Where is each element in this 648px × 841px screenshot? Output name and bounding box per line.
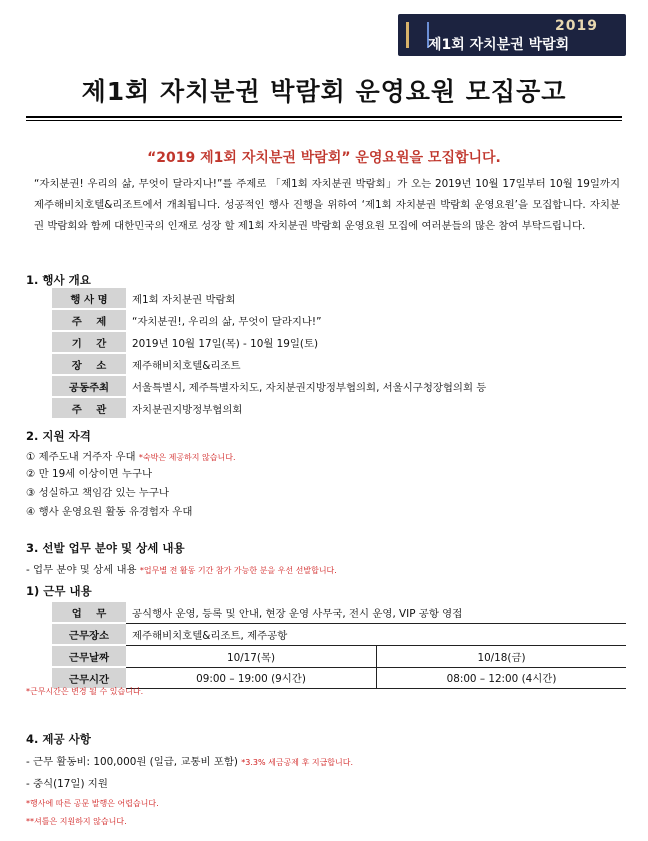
benefit-item: - 중식(17일) 지원 — [26, 778, 108, 790]
table-row — [52, 623, 626, 645]
work-date: 10/17(목) — [126, 645, 377, 667]
qualification-item — [26, 448, 236, 463]
overview-key: 장 소 — [52, 353, 126, 375]
event-banner-logo — [398, 14, 626, 56]
section4-heading: 4. 제공 사항 — [26, 732, 91, 746]
work-time: 08:00 – 12:00 (4시간) — [377, 667, 627, 688]
section1-heading: 1. 행사 개요 — [26, 273, 91, 287]
overview-key: 기 간 — [52, 331, 126, 353]
overview-value: 제1회 자치분권 박람회 — [132, 293, 236, 306]
banner-decoration — [406, 22, 429, 48]
work-value: 공식행사 운영, 등록 및 안내, 현장 운영 사무국, 전시 운영, VIP 공항 영접 — [126, 602, 626, 623]
qualification-item: ② 만 19세 이상이면 누구나 — [26, 468, 153, 480]
title-divider-thin — [26, 120, 622, 121]
overview-value: 제주해비치호텔&리조트 — [126, 353, 486, 375]
banner-title: 제1회 자치분권 박람회 — [428, 37, 570, 53]
overview-value: 2019년 10월 17일(목) - 10월 19일(토) — [126, 331, 486, 353]
table-row — [52, 288, 486, 309]
benefit-text: - 근무 활동비: 100,000원 (일급, 교통비 포함) — [26, 756, 238, 768]
overview-key: 주 관 — [52, 397, 126, 418]
intro-paragraph: “자치분권! 우리의 삶, 무엇이 달라지나!”를 주제로 「제1회 자치분권 박람회」가 오는 2019년 10월 17일부터 10월 19일까지 제주해비치호텔&리조트에서 개최됩니다. 성공적인 행사 진행을 위하여 ‘제1회 자치분권 박람회 운영요원’을 모집합니다. 자치분권 박람회와 함께 대한민국의 인재로 성장 할 제1회 자치분권 박람회 운영요원 모집에 여러분들의 많은 참여 부탁드립니다. — [34, 178, 620, 232]
section3-detail-text: - 업무 분야 및 상세 내용 — [26, 564, 137, 576]
work-date: 10/18(금) — [377, 645, 627, 667]
overview-key: 주 제 — [52, 309, 126, 331]
work-key: 업 무 — [52, 602, 126, 623]
table-row — [52, 397, 486, 418]
work-value: 제주해비치호텔&리조트, 제주공항 — [126, 623, 626, 645]
banner-year: 2019 — [555, 18, 598, 34]
title-divider — [26, 116, 622, 118]
page-title: 제1회 자치분권 박람회 운영요원 모집공고 — [81, 77, 567, 106]
qualification-item: ③ 성실하고 책임감 있는 누구나 — [26, 487, 169, 499]
overview-table — [52, 288, 486, 418]
benefit-note: *행사에 따른 공문 발행은 어렵습니다. — [26, 799, 159, 808]
table-row — [52, 353, 486, 375]
work-key: 근무날짜 — [52, 645, 126, 667]
overview-value: 자치분권지방정부협의회 — [126, 397, 486, 418]
qualification-text: ① 제주도내 거주자 우대 — [26, 451, 136, 463]
overview-key: 행 사 명 — [52, 288, 126, 309]
work-key: 근무시간 — [52, 667, 126, 688]
overview-value: “자치분권!, 우리의 삶, 무엇이 달라지나!” — [126, 309, 486, 331]
table-row — [52, 375, 486, 397]
table-row — [52, 602, 626, 623]
work-table — [52, 602, 626, 689]
work-key: 근무장소 — [52, 623, 126, 645]
benefit-note: *3.3% 세금공제 후 지급합니다. — [241, 758, 354, 767]
table-row — [52, 309, 486, 331]
benefit-item — [26, 753, 353, 768]
section2-heading: 2. 지원 자격 — [26, 429, 91, 443]
work-subheading: 1) 근무 내용 — [26, 584, 92, 598]
section3-heading: 3. 선발 업무 분야 및 상세 내용 — [26, 541, 185, 555]
subtitle: “2019 제1회 자치분권 박람회” 운영요원을 모집합니다. — [147, 150, 501, 166]
table-row — [52, 667, 626, 688]
section3-detail — [26, 561, 337, 576]
overview-key: 공동주최 — [52, 375, 126, 397]
table-row — [52, 331, 486, 353]
work-time: 09:00 – 19:00 (9시간) — [126, 667, 377, 688]
table-row — [52, 645, 626, 667]
qualification-item: ④ 행사 운영요원 활동 유경험자 우대 — [26, 506, 193, 518]
work-note: *근무시간은 변경 될 수 있습니다. — [26, 687, 144, 696]
overview-value: 서울특별시, 제주특별자치도, 자치분권지방정부협의회, 서울시구청장협의회 등 — [126, 375, 486, 397]
benefit-note: **셔틀은 지원하지 않습니다. — [26, 817, 127, 826]
qualification-note: *숙박은 제공하지 않습니다. — [138, 453, 236, 462]
section3-detail-note: *업무별 전 활동 기간 참가 가능한 분을 우선 선발합니다. — [139, 566, 337, 575]
